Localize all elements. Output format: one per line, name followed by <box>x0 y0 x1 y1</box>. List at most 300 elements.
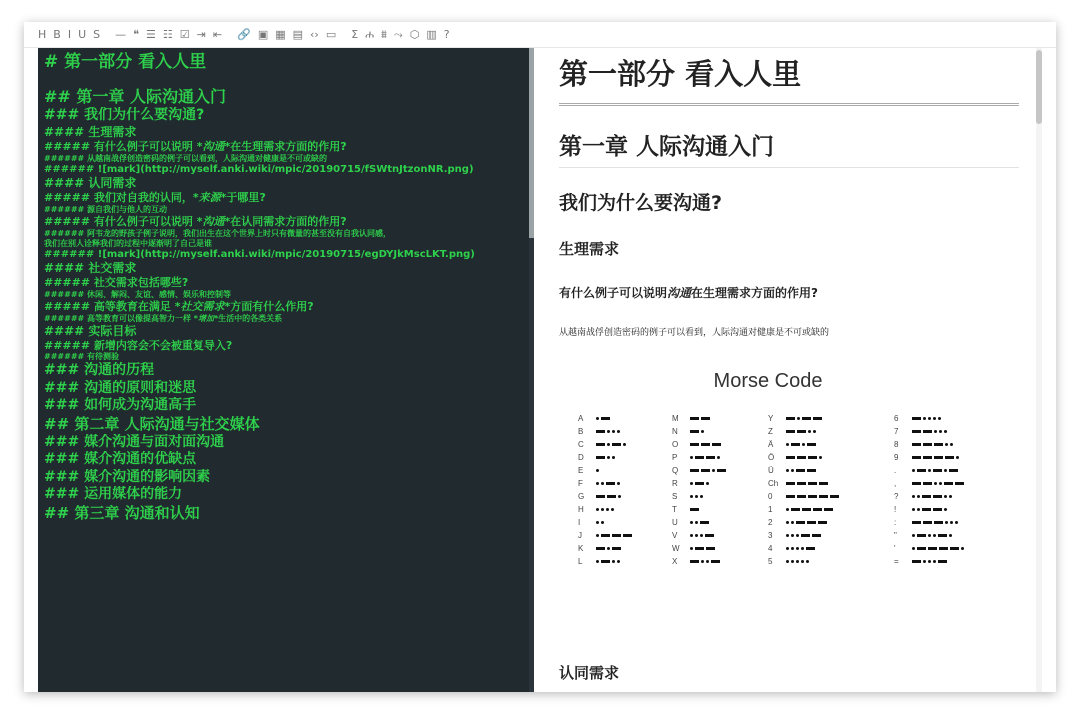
morse-dash <box>690 443 699 446</box>
morse-char: ' <box>894 544 896 553</box>
toolbar-button-10[interactable]: ⇥ <box>196 28 206 41</box>
morse-code-symbols <box>596 560 622 563</box>
morse-dash <box>786 430 795 433</box>
morse-dot <box>949 534 952 537</box>
markdown-preview <box>538 48 1042 692</box>
morse-code-symbols <box>690 456 722 459</box>
editor-line[interactable]: # 第一部分 看入人里 <box>44 52 207 72</box>
editor-line[interactable]: ## 第一章 人际沟通入门 <box>44 87 226 107</box>
morse-dash <box>690 417 699 420</box>
morse-row <box>672 555 782 568</box>
toolbar-button-23[interactable]: ▥ <box>426 28 437 41</box>
morse-dash <box>812 534 821 537</box>
morse-dot <box>596 534 599 537</box>
morse-dash <box>712 443 721 446</box>
editor-line[interactable] <box>44 73 524 87</box>
morse-char: Q <box>672 466 679 475</box>
editor-line[interactable]: ##### 新增内容会不会被重复导入? <box>44 338 233 352</box>
morse-char: N <box>672 427 678 436</box>
morse-char: C <box>578 440 584 449</box>
morse-dash <box>938 560 947 563</box>
toolbar-button-4[interactable]: S <box>93 28 101 41</box>
morse-code-symbols <box>912 430 949 433</box>
morse-code-symbols <box>912 469 960 472</box>
morse-dot <box>945 443 948 446</box>
morse-char: O <box>672 440 679 449</box>
morse-row <box>894 529 1004 542</box>
morse-dot <box>712 469 715 472</box>
morse-code-symbols <box>786 469 818 472</box>
morse-row <box>672 477 782 490</box>
toolbar-button-5[interactable]: — <box>115 28 127 41</box>
toolbar-button-22[interactable]: ⬡ <box>409 28 420 41</box>
morse-dash <box>912 521 921 524</box>
morse-dot <box>917 508 920 511</box>
morse-dot <box>695 495 698 498</box>
morse-char: U <box>672 518 678 527</box>
morse-code-symbols <box>912 508 949 511</box>
morse-dash <box>607 495 616 498</box>
editor-line[interactable]: #### 社交需求 <box>44 261 137 275</box>
morse-dot <box>695 521 698 524</box>
morse-dash <box>923 443 932 446</box>
toolbar-button-7[interactable]: ☰ <box>146 28 156 41</box>
editor-line[interactable]: ### 运用媒体的能力 <box>44 486 183 502</box>
toolbar-button-13[interactable]: ▣ <box>257 28 269 41</box>
morse-dash <box>917 469 926 472</box>
preview-scrollbar[interactable] <box>1036 48 1042 692</box>
morse-code-symbols <box>912 443 955 446</box>
editor-line[interactable]: #### 认同需求 <box>44 176 137 190</box>
morse-dash <box>955 482 964 485</box>
morse-code-symbols <box>786 560 811 563</box>
editor-line[interactable]: ### 媒介沟通的影响因素 <box>44 468 211 485</box>
toolbar-button-18[interactable]: Σ <box>351 28 359 41</box>
morse-dot <box>786 534 789 537</box>
morse-dot <box>944 469 947 472</box>
morse-dot <box>611 508 614 511</box>
editor-line[interactable]: ### 媒介沟通与面对面沟通 <box>44 433 225 450</box>
morse-code-symbols <box>912 495 954 498</box>
morse-dot <box>956 456 959 459</box>
morse-char: 1 <box>768 505 773 514</box>
morse-dash <box>923 430 932 433</box>
editor-scrollbar-thumb[interactable] <box>529 48 534 238</box>
morse-dash <box>786 456 795 459</box>
morse-dot <box>938 417 941 420</box>
morse-dash <box>912 417 921 420</box>
morse-dot <box>933 560 936 563</box>
morse-dash <box>601 534 610 537</box>
morse-row <box>894 516 1004 529</box>
morse-char: = <box>894 557 899 566</box>
morse-dot <box>923 560 926 563</box>
morse-dot <box>695 534 698 537</box>
toolbar-button-15[interactable]: ▤ <box>292 28 304 41</box>
morse-char: Ch <box>768 479 779 488</box>
morse-row <box>672 490 782 503</box>
morse-dot <box>596 521 599 524</box>
morse-dash <box>945 456 954 459</box>
morse-code-symbols <box>912 521 960 524</box>
morse-dash <box>807 521 816 524</box>
morse-dot <box>944 430 947 433</box>
morse-dot <box>607 456 610 459</box>
morse-dot <box>934 482 937 485</box>
morse-dot <box>808 430 811 433</box>
toolbar-button-19[interactable]: ሐ <box>365 28 375 41</box>
editor-line[interactable]: ### 如何成为沟通高手 <box>44 397 197 414</box>
preview-h6: 从越南战俘创造密码的例子可以看到，人际沟通对健康是不可或缺的 <box>559 328 830 338</box>
morse-code-symbols <box>786 430 818 433</box>
toolbar-button-12[interactable]: 🔗 <box>237 28 251 41</box>
morse-dash <box>922 495 931 498</box>
morse-dot <box>786 469 789 472</box>
morse-dot <box>700 534 703 537</box>
morse-dash <box>934 443 943 446</box>
morse-dot <box>933 534 936 537</box>
morse-char: I <box>578 518 581 527</box>
morse-dot <box>912 508 915 511</box>
morse-row <box>768 529 878 542</box>
morse-dash <box>797 495 806 498</box>
morse-dot <box>607 443 610 446</box>
toolbar-button-17[interactable]: ▭ <box>325 28 337 41</box>
toolbar-button-2[interactable]: I <box>67 28 72 41</box>
morse-dot <box>912 495 915 498</box>
morse-dot <box>928 560 931 563</box>
morse-char: X <box>672 557 678 566</box>
morse-dash <box>596 547 605 550</box>
toolbar-button-3[interactable]: U <box>78 28 87 41</box>
morse-row <box>672 542 782 555</box>
morse-dot <box>786 560 789 563</box>
morse-dot <box>701 560 704 563</box>
morse-dash <box>596 430 605 433</box>
morse-code-symbols <box>596 508 616 511</box>
toolbar-button-24[interactable]: ? <box>443 28 450 41</box>
editor-line[interactable]: ###### ![mark](http://myself.anki.wiki/mpic/20190715/fSWtnJtzonNR.png) <box>44 163 474 175</box>
morse-dot <box>950 443 953 446</box>
morse-code-symbols <box>690 495 705 498</box>
morse-dot <box>690 534 693 537</box>
markdown-editor[interactable] <box>38 48 534 692</box>
editor-line[interactable]: ##### 有什么例子可以说明 *沟通*在认同需求方面的作用? <box>44 214 347 228</box>
editor-line[interactable]: ##### 高等教育在满足 *社交需求*方面有什么作用? <box>44 299 314 313</box>
morse-dash <box>808 456 817 459</box>
morse-code-symbols <box>596 469 601 472</box>
morse-dot <box>928 417 931 420</box>
morse-dash <box>601 560 610 563</box>
editor-line[interactable]: ## 第二章 人际沟通与社交媒体 <box>44 414 260 433</box>
morse-dash <box>808 495 817 498</box>
morse-code-symbols <box>596 443 628 446</box>
morse-dot <box>796 560 799 563</box>
toolbar-button-16[interactable]: ‹› <box>310 28 319 41</box>
morse-dash <box>819 495 828 498</box>
morse-dash <box>808 482 817 485</box>
morse-row <box>672 516 782 529</box>
morse-code-symbols <box>786 443 818 446</box>
editor-line[interactable]: 我们在别人诠释我们的过程中逐渐明了自己是谁 <box>44 238 212 248</box>
editor-line[interactable]: ##### 我们对自我的认同，*来源*于哪里? <box>44 191 266 204</box>
morse-dash <box>623 534 632 537</box>
morse-dash <box>705 534 714 537</box>
editor-line[interactable]: ## 第三章 沟通和认知 <box>44 503 200 522</box>
morse-dash <box>802 508 811 511</box>
morse-char: 2 <box>768 518 773 527</box>
morse-dot <box>813 430 816 433</box>
morse-code-symbols <box>596 430 622 433</box>
morse-code-symbols <box>690 560 722 563</box>
morse-row <box>768 555 878 568</box>
editor-line[interactable]: ### 沟通的原则和迷思 <box>44 379 197 396</box>
preview-h3: 我们为什么要沟通? <box>559 192 723 214</box>
morse-dot <box>717 456 720 459</box>
morse-dot <box>596 482 599 485</box>
morse-row <box>768 412 878 425</box>
morse-char: Z <box>768 427 773 436</box>
morse-code-symbols <box>786 417 824 420</box>
preview-scrollbar-thumb[interactable] <box>1036 50 1042 124</box>
morse-dot <box>612 560 615 563</box>
morse-dash <box>802 417 811 420</box>
morse-dash <box>934 456 943 459</box>
editor-line[interactable]: ##### 社交需求包括哪些? <box>44 276 189 289</box>
morse-code-symbols <box>786 534 823 537</box>
morse-dot <box>786 521 789 524</box>
editor-line[interactable]: ###### ![mark](http://myself.anki.wiki/mpic/20190715/egDYJkMscLKT.png) <box>44 248 475 260</box>
morse-dash <box>824 508 833 511</box>
morse-row <box>894 451 1004 464</box>
morse-dot <box>623 443 626 446</box>
morse-dash <box>928 547 937 550</box>
toolbar-button-20[interactable]: ⩩ <box>381 28 387 41</box>
morse-dash <box>922 508 931 511</box>
morse-dot <box>801 547 804 550</box>
editor-line[interactable]: #### 生理需求 <box>44 124 137 139</box>
morse-code-symbols <box>690 534 716 537</box>
morse-dash <box>912 456 921 459</box>
morse-dash <box>912 560 921 563</box>
morse-dot <box>801 560 804 563</box>
morse-char: T <box>672 505 677 514</box>
editor-line[interactable]: ###### 高等教育可以像提高智力一样 *增加*生活中的各类关系 <box>44 313 283 323</box>
morse-code-symbols <box>912 547 966 550</box>
morse-dash <box>596 495 605 498</box>
morse-dot <box>601 482 604 485</box>
editor-line[interactable]: ###### 源自我们与他人的互动 <box>44 204 168 214</box>
morse-dot <box>690 456 693 459</box>
morse-dash <box>786 417 795 420</box>
morse-dash <box>701 443 710 446</box>
morse-dash <box>717 469 726 472</box>
morse-dot <box>796 534 799 537</box>
morse-char: 5 <box>768 557 773 566</box>
morse-dash <box>701 469 710 472</box>
editor-line[interactable]: ###### 有待测验 <box>44 352 120 362</box>
morse-dash <box>806 547 815 550</box>
morse-char: : <box>894 518 897 527</box>
morse-char: H <box>578 505 584 514</box>
toolbar-button-14[interactable]: ▦ <box>275 28 286 41</box>
morse-dash <box>939 547 948 550</box>
morse-code-symbols <box>786 508 835 511</box>
morse-code-symbols <box>596 521 606 524</box>
morse-dot <box>617 430 620 433</box>
morse-row <box>672 425 782 438</box>
morse-code-symbols <box>912 417 943 420</box>
toolbar-button-8[interactable]: ☷ <box>162 28 173 41</box>
editor-line[interactable]: ###### 阿韦龙的野孩子例子说明，我们出生在这个世界上时只有微量的甚至没有自我认同感， <box>44 228 391 238</box>
morse-char: Y <box>768 414 774 423</box>
morse-code-image <box>578 370 1008 630</box>
morse-column <box>768 412 878 568</box>
morse-char: ! <box>894 505 897 514</box>
morse-row <box>894 542 1004 555</box>
toolbar-button-6[interactable]: ❝ <box>133 28 140 41</box>
morse-code-symbols <box>912 456 961 459</box>
morse-char: ? <box>894 492 899 501</box>
morse-dash <box>596 456 605 459</box>
morse-dot <box>612 430 615 433</box>
morse-row <box>894 412 1004 425</box>
morse-dot <box>950 521 953 524</box>
morse-dash <box>923 456 932 459</box>
morse-char: J <box>578 531 582 540</box>
morse-dash <box>801 534 810 537</box>
morse-row <box>768 516 878 529</box>
morse-dash <box>830 495 839 498</box>
morse-char: 4 <box>768 544 773 553</box>
toolbar-button-1[interactable]: B <box>53 28 61 41</box>
morse-row <box>894 555 1004 568</box>
morse-dot <box>797 417 800 420</box>
morse-dot <box>786 443 789 446</box>
morse-char: E <box>578 466 584 475</box>
morse-dash <box>819 482 828 485</box>
morse-dash <box>606 482 615 485</box>
editor-line[interactable]: ### 媒介沟通的优缺点 <box>44 451 197 467</box>
morse-code-symbols <box>596 495 623 498</box>
morse-code-symbols <box>596 534 634 537</box>
morse-dash <box>796 469 805 472</box>
toolbar-button-11[interactable]: ⇤ <box>212 28 223 41</box>
morse-row <box>672 451 782 464</box>
toolbar-button-21[interactable]: ⤳ <box>393 28 403 41</box>
morse-dot <box>933 417 936 420</box>
morse-dash <box>912 430 921 433</box>
morse-code-symbols <box>690 547 717 550</box>
editor-line[interactable]: ###### 从越南战俘创造密码的例子可以看到，人际沟通对健康是不可或缺的 <box>44 153 328 163</box>
morse-row <box>894 438 1004 451</box>
preview-h4-second: 认同需求 <box>559 664 620 682</box>
morse-row <box>768 490 878 503</box>
morse-char: . <box>894 466 897 475</box>
morse-dot <box>791 547 794 550</box>
morse-dash <box>933 508 942 511</box>
morse-dash <box>596 443 605 446</box>
preview-h2: 第一章 人际沟通入门 <box>559 128 1019 168</box>
morse-dot <box>928 469 931 472</box>
morse-dot <box>786 508 789 511</box>
morse-code-symbols <box>596 417 612 420</box>
editor-line[interactable]: ### 我们为什么要沟通? <box>44 107 205 124</box>
morse-dash <box>690 430 699 433</box>
morse-row <box>894 503 1004 516</box>
morse-row <box>768 438 878 451</box>
editor-line[interactable]: ##### 有什么例子可以说明 *沟通*在生理需求方面的作用? <box>44 139 347 153</box>
morse-dot <box>944 508 947 511</box>
markdown-toolbar <box>24 22 1056 48</box>
editor-line[interactable]: ### 沟通的历程 <box>44 362 155 379</box>
morse-dash <box>690 469 699 472</box>
morse-row <box>894 425 1004 438</box>
morse-row <box>672 529 782 542</box>
morse-dash <box>923 521 932 524</box>
morse-column <box>672 412 782 568</box>
morse-dot <box>596 417 599 420</box>
morse-row <box>672 503 782 516</box>
morse-dot <box>819 456 822 459</box>
morse-dot <box>606 508 609 511</box>
morse-code-symbols <box>912 560 949 563</box>
morse-dash <box>690 560 699 563</box>
morse-dot <box>791 469 794 472</box>
morse-row <box>768 425 878 438</box>
morse-code-symbols <box>596 482 622 485</box>
preview-h1: 第一部分 看入人里 <box>559 52 1019 106</box>
morse-code-symbols <box>690 430 706 433</box>
morse-char: Ü <box>768 466 774 475</box>
morse-dash <box>601 417 610 420</box>
morse-dot <box>949 495 952 498</box>
toolbar-button-0[interactable]: H <box>38 28 47 41</box>
morse-dash <box>690 508 699 511</box>
morse-dot <box>596 508 599 511</box>
morse-dot <box>607 430 610 433</box>
editor-scrollbar[interactable] <box>529 48 534 692</box>
editor-line[interactable]: ###### 休闲、解闷、友谊、感情、娱乐和控制等 <box>44 289 232 299</box>
morse-dash <box>711 560 720 563</box>
morse-row <box>894 490 1004 503</box>
morse-dash <box>923 482 932 485</box>
morse-code-symbols <box>690 469 728 472</box>
morse-char: W <box>672 544 680 553</box>
morse-dash <box>695 547 704 550</box>
morse-dash <box>807 443 816 446</box>
morse-dash <box>950 547 959 550</box>
morse-code-symbols <box>786 456 824 459</box>
morse-dot <box>617 482 620 485</box>
morse-dash <box>807 469 816 472</box>
morse-char: Ö <box>768 453 775 462</box>
morse-dash <box>706 547 715 550</box>
morse-char: F <box>578 479 583 488</box>
editor-line[interactable]: #### 实际目标 <box>44 323 137 338</box>
morse-char: B <box>578 427 584 436</box>
morse-row <box>894 477 1004 490</box>
toolbar-button-9[interactable]: ☑ <box>179 28 190 41</box>
morse-dot <box>701 430 704 433</box>
morse-char: M <box>672 414 679 423</box>
preview-h4: 生理需求 <box>559 240 620 258</box>
morse-char: A <box>578 414 584 423</box>
morse-char: , <box>894 479 897 488</box>
morse-dash <box>791 508 800 511</box>
editor-text[interactable] <box>44 52 524 522</box>
morse-dash <box>797 430 806 433</box>
